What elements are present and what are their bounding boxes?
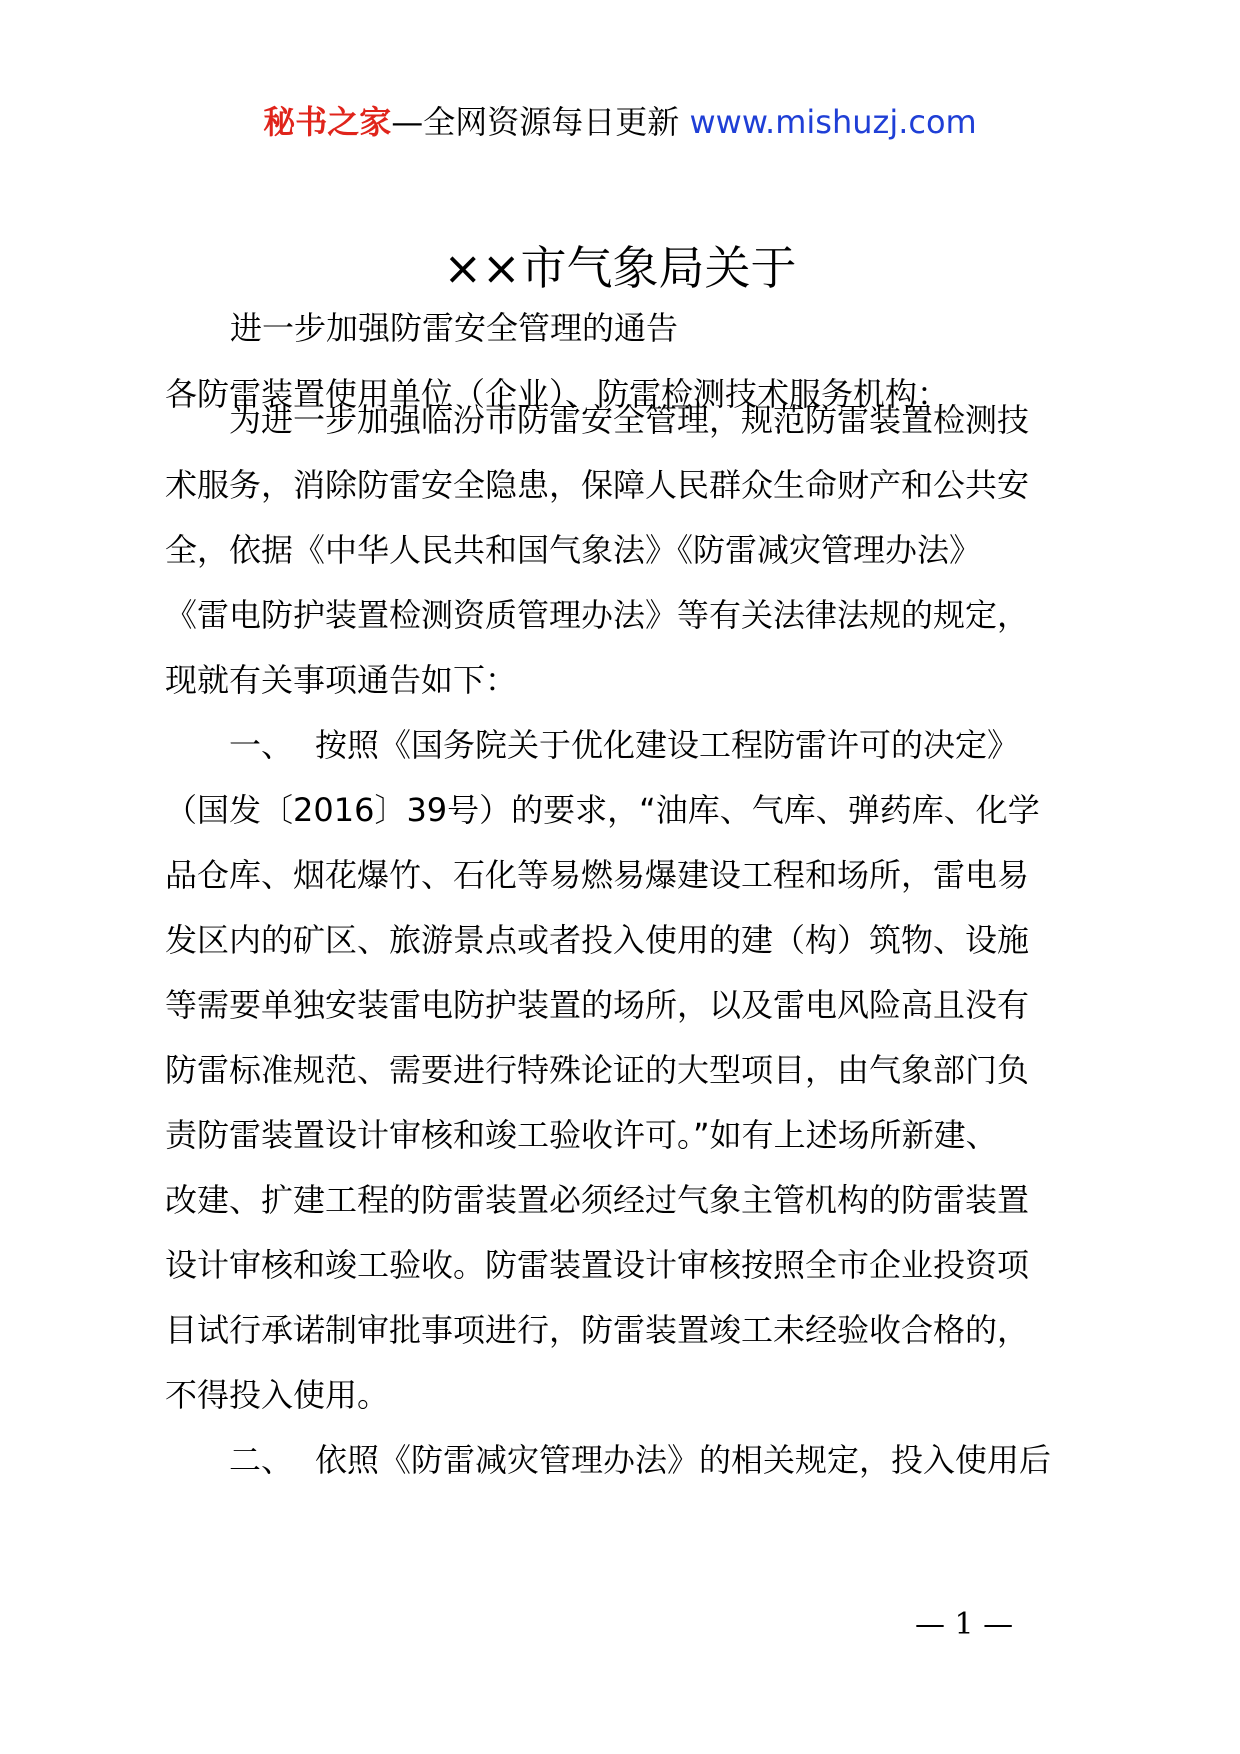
paragraph-line: 责防雷装置设计审核和竣工验收许可。”如有上述场所新建、: [165, 1116, 998, 1154]
paragraph-line: 术服务，消除防雷安全隐患，保障人民群众生命财产和公共安: [165, 466, 1030, 504]
section-1: [165, 713, 1077, 1428]
paragraph-line: 目试行承诺制审批事项进行，防雷装置竣工未经验收合格的，: [165, 1311, 1030, 1349]
header-tagline: —全网资源每日更新: [391, 103, 680, 141]
paragraph-line: 改建、扩建工程的防雷装置必须经过气象主管机构的防雷装置: [165, 1181, 1030, 1219]
paragraph-line: 《雷电防护装置检测资质管理办法》等有关法律法规的规定，: [165, 596, 1030, 634]
document-subtitle: 进一步加强防雷安全管理的通告: [230, 309, 679, 347]
brand-name: 秘书之家: [263, 103, 392, 141]
document-title: ××市气象局关于: [443, 241, 797, 295]
addressee: 各防雷装置使用单位（企业）、防雷检测技术服务机构：: [165, 375, 950, 413]
section-2: [165, 1428, 1077, 1493]
section-number: 一、: [229, 726, 294, 764]
intro-paragraph: [165, 388, 1077, 713]
paragraph-line: 依照《防雷减灾管理办法》的相关规定，投入使用后: [315, 1441, 1052, 1479]
site-link[interactable]: www.mishuzj.com: [689, 103, 977, 141]
paragraph-line: 设计审核和竣工验收。防雷装置设计审核按照全市企业投资项: [165, 1246, 1030, 1284]
paragraph-line: 防雷标准规范、需要进行特殊论证的大型项目，由气象部门负: [165, 1051, 1030, 1089]
page-number: — 1 —: [915, 1607, 1014, 1642]
paragraph-line: 不得投入使用。: [165, 1376, 390, 1414]
paragraph-line: 全，依据《中华人民共和国气象法》《防雷减灾管理办法》: [165, 531, 982, 569]
paragraph-line: 发区内的矿区、旅游景点或者投入使用的建（构）筑物、设施: [165, 921, 1030, 959]
section-number: 二、: [229, 1441, 294, 1479]
paragraph-line: 按照《国务院关于优化建设工程防雷许可的决定》: [315, 726, 1020, 764]
paragraph-line: （国发〔2016〕39号）的要求，“油库、气库、弹药库、化学: [165, 791, 1040, 829]
paragraph-line: 等需要单独安装雷电防护装置的场所，以及雷电风险高且没有: [165, 986, 1030, 1024]
paragraph-line: 为进一步加强临汾市防雷安全管理，规范防雷装置检测技: [229, 401, 1030, 439]
paragraph-line: 品仓库、烟花爆竹、石化等易燃易爆建设工程和场所，雷电易: [165, 856, 1030, 894]
paragraph-line: 现就有关事项通告如下：: [165, 661, 518, 699]
site-header: [0, 100, 1240, 144]
